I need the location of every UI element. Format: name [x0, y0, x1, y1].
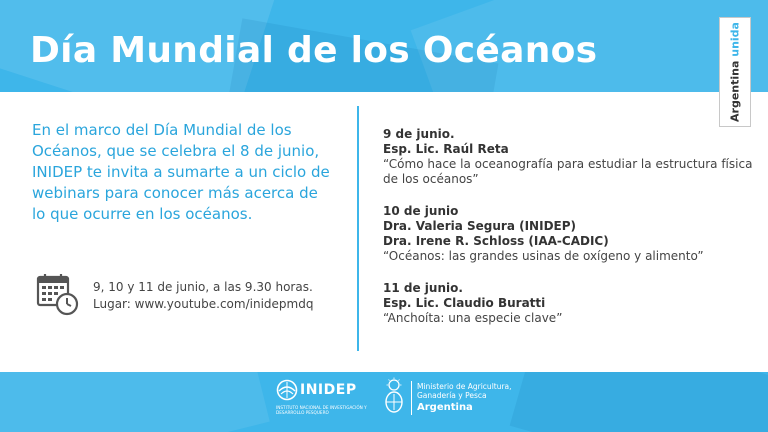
vertical-divider — [357, 106, 359, 351]
badge-text-argentina: Argentina — [728, 60, 742, 122]
inidep-mark-icon — [276, 379, 298, 401]
session-item — [383, 127, 758, 187]
session-topic: “Cómo hace la oceanografía para estudiar la estructura física de los océanos” — [383, 157, 753, 186]
ministry-line-1: Ministerio de Agricultura, — [417, 382, 512, 391]
session-topic: “Anchoíta: una especie clave” — [383, 311, 563, 325]
inidep-logo — [276, 379, 371, 425]
session-speaker: Esp. Lic. Claudio Buratti — [383, 296, 546, 310]
calendar-clock-icon — [36, 272, 80, 316]
event-info — [93, 279, 313, 313]
session-speaker: Dra. Valeria Segura (INIDEP) — [383, 219, 577, 233]
ministry-line-2: Ganadería y Pesca — [417, 391, 487, 400]
session-speaker: Esp. Lic. Raúl Reta — [383, 142, 509, 156]
inidep-name: INIDEP — [300, 382, 357, 398]
ministry-logo — [381, 377, 511, 423]
session-date: 11 de junio. — [383, 281, 463, 295]
logo-separator — [411, 381, 412, 415]
session-date: 9 de junio. — [383, 127, 455, 141]
decorative-shape — [0, 372, 270, 432]
session-item — [383, 281, 758, 326]
decorative-shape — [510, 372, 768, 432]
page-title: Día Mundial de los Océanos — [30, 30, 598, 71]
agenda — [383, 127, 758, 343]
intro-paragraph: En el marco del Día Mundial de los Océanos, que se celebra el 8 de junio, INIDEP te invita a sumarte a un ciclo de webinars para conocer más acerca de lo que ocurre en los océanos. — [32, 121, 330, 223]
session-item — [383, 204, 758, 264]
national-seal-icon — [381, 377, 407, 415]
ministry-country: Argentina — [417, 402, 473, 413]
header-banner — [0, 0, 768, 92]
session-date: 10 de junio — [383, 204, 459, 218]
event-place: Lugar: www.youtube.com/inidepmdq — [93, 297, 314, 311]
session-topic: “Océanos: las grandes usinas de oxígeno y alimento” — [383, 249, 704, 263]
event-dates: 9, 10 y 11 de junio, a las 9.30 horas. — [93, 280, 313, 294]
inidep-subtitle: INSTITUTO NACIONAL DE INVESTIGACIÓN Y DESARROLLO PESQUERO — [276, 405, 367, 415]
argentina-unida-badge — [719, 17, 751, 127]
session-speaker: Dra. Irene R. Schloss (IAA-CADIC) — [383, 234, 609, 248]
badge-text-unida: unida — [728, 22, 742, 57]
